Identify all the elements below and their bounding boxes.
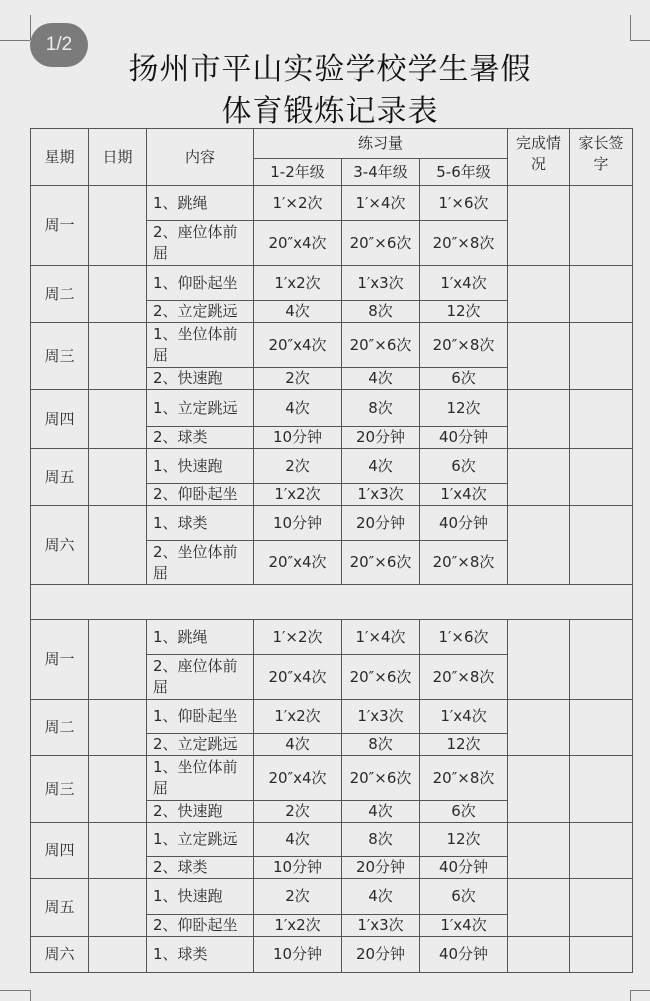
exercise-amount: 1′×4次 [342, 620, 420, 655]
exercise-amount: 2次 [254, 368, 342, 390]
completion-cell[interactable] [508, 449, 570, 506]
date-cell[interactable] [89, 186, 147, 266]
exercise-amount: 2次 [254, 879, 342, 915]
exercise-amount: 1′x2次 [254, 484, 342, 506]
date-cell[interactable] [89, 390, 147, 449]
weekday-cell: 周三 [31, 323, 89, 390]
header-date: 日期 [89, 129, 147, 186]
completion-cell[interactable] [508, 390, 570, 449]
header-grade-3-4: 3-4年级 [342, 159, 420, 186]
exercise-amount: 1′x4次 [420, 700, 508, 734]
crop-mark [0, 990, 31, 1001]
exercise-amount: 20″×6次 [342, 541, 420, 585]
weekday-cell: 周四 [31, 390, 89, 449]
date-cell[interactable] [89, 823, 147, 879]
exercise-name: 1、立定跳远 [147, 390, 254, 427]
crop-mark [630, 990, 650, 1001]
exercise-amount: 12次 [420, 301, 508, 323]
parent-signature-cell[interactable] [570, 937, 633, 973]
exercise-amount: 20分钟 [342, 857, 420, 879]
parent-signature-cell[interactable] [570, 323, 633, 390]
exercise-amount: 1′x3次 [342, 915, 420, 937]
exercise-name: 1、立定跳远 [147, 823, 254, 857]
exercise-amount: 12次 [420, 734, 508, 756]
completion-cell[interactable] [508, 756, 570, 823]
table-row [31, 390, 633, 427]
header-grade-5-6: 5-6年级 [420, 159, 508, 186]
exercise-amount: 10分钟 [254, 506, 342, 541]
table-row [31, 506, 633, 541]
weekday-cell: 周三 [31, 756, 89, 823]
exercise-amount: 20″×6次 [342, 323, 420, 368]
exercise-amount: 1′x4次 [420, 484, 508, 506]
exercise-name: 2、立定跳远 [147, 734, 254, 756]
exercise-name: 2、座位体前屈 [147, 221, 254, 266]
exercise-name: 2、球类 [147, 427, 254, 449]
exercise-amount: 6次 [420, 368, 508, 390]
exercise-amount: 1′x2次 [254, 915, 342, 937]
date-cell[interactable] [89, 449, 147, 506]
parent-signature-cell[interactable] [570, 449, 633, 506]
parent-signature-cell[interactable] [570, 700, 633, 756]
exercise-amount: 40分钟 [420, 857, 508, 879]
page-indicator-badge: 1/2 [30, 23, 88, 67]
weekday-cell: 周六 [31, 937, 89, 973]
exercise-amount: 20″×8次 [420, 756, 508, 801]
exercise-name: 1、仰卧起坐 [147, 700, 254, 734]
date-cell[interactable] [89, 937, 147, 973]
exercise-name: 2、仰卧起坐 [147, 484, 254, 506]
exercise-amount: 4次 [342, 801, 420, 823]
exercise-amount: 6次 [420, 449, 508, 484]
exercise-name: 2、快速跑 [147, 801, 254, 823]
exercise-name: 1、坐位体前屈 [147, 756, 254, 801]
parent-signature-cell[interactable] [570, 266, 633, 323]
completion-cell[interactable] [508, 620, 570, 700]
exercise-amount: 12次 [420, 823, 508, 857]
exercise-amount: 1′x2次 [254, 266, 342, 301]
exercise-amount: 8次 [342, 390, 420, 427]
exercise-amount: 20″×8次 [420, 655, 508, 700]
document-title-line2: 体育锻炼记录表 [221, 94, 439, 129]
exercise-amount: 20分钟 [342, 937, 420, 973]
weekday-cell: 周五 [31, 879, 89, 937]
exercise-amount: 8次 [342, 301, 420, 323]
date-cell[interactable] [89, 756, 147, 823]
exercise-amount: 6次 [420, 801, 508, 823]
exercise-amount: 1′x3次 [342, 700, 420, 734]
exercise-amount: 1′×4次 [342, 186, 420, 221]
table-row [31, 323, 633, 368]
date-cell[interactable] [89, 266, 147, 323]
exercise-amount: 4次 [254, 301, 342, 323]
date-cell[interactable] [89, 620, 147, 700]
exercise-amount: 20″x4次 [254, 655, 342, 700]
exercise-name: 2、立定跳远 [147, 301, 254, 323]
exercise-name: 2、座位体前屈 [147, 655, 254, 700]
exercise-name: 2、坐位体前屈 [147, 541, 254, 585]
exercise-name: 1、快速跑 [147, 879, 254, 915]
exercise-amount: 6次 [420, 879, 508, 915]
exercise-name: 1、仰卧起坐 [147, 266, 254, 301]
weekday-cell: 周一 [31, 186, 89, 266]
table-row [31, 937, 633, 973]
exercise-amount: 1′×6次 [420, 186, 508, 221]
table-row [31, 823, 633, 857]
weekday-cell: 周一 [31, 620, 89, 700]
date-cell[interactable] [89, 879, 147, 937]
exercise-amount: 8次 [342, 823, 420, 857]
exercise-name: 1、球类 [147, 937, 254, 973]
exercise-amount: 20″×8次 [420, 541, 508, 585]
completion-cell[interactable] [508, 186, 570, 266]
exercise-amount: 20″x4次 [254, 323, 342, 368]
parent-signature-cell[interactable] [570, 506, 633, 585]
exercise-amount: 20″×6次 [342, 756, 420, 801]
table-row [31, 879, 633, 915]
weekday-cell: 周二 [31, 700, 89, 756]
weekday-cell: 周六 [31, 506, 89, 585]
date-cell[interactable] [89, 506, 147, 585]
exercise-amount: 10分钟 [254, 857, 342, 879]
exercise-amount: 20″×8次 [420, 323, 508, 368]
exercise-name: 2、球类 [147, 857, 254, 879]
weekday-cell: 周四 [31, 823, 89, 879]
separator-cell [31, 585, 633, 620]
exercise-amount: 8次 [342, 734, 420, 756]
exercise-amount: 1′×6次 [420, 620, 508, 655]
exercise-amount: 1′×2次 [254, 620, 342, 655]
exercise-amount: 4次 [254, 823, 342, 857]
separator-row [31, 585, 633, 620]
exercise-amount: 40分钟 [420, 937, 508, 973]
completion-cell[interactable] [508, 879, 570, 937]
exercise-amount: 2次 [254, 801, 342, 823]
completion-cell[interactable] [508, 323, 570, 390]
exercise-amount: 4次 [254, 734, 342, 756]
completion-cell[interactable] [508, 266, 570, 323]
exercise-amount: 20″x4次 [254, 756, 342, 801]
exercise-name: 2、仰卧起坐 [147, 915, 254, 937]
exercise-amount: 20分钟 [342, 427, 420, 449]
exercise-amount: 40分钟 [420, 427, 508, 449]
completion-cell[interactable] [508, 700, 570, 756]
exercise-amount: 20″×8次 [420, 221, 508, 266]
exercise-amount: 20″x4次 [254, 221, 342, 266]
table-row [31, 700, 633, 734]
exercise-amount: 1′x3次 [342, 484, 420, 506]
parent-signature-cell[interactable] [570, 186, 633, 266]
exercise-record-table [30, 128, 633, 973]
exercise-amount: 1′x2次 [254, 700, 342, 734]
exercise-name: 1、球类 [147, 506, 254, 541]
exercise-name: 1、快速跑 [147, 449, 254, 484]
crop-mark [630, 15, 650, 41]
exercise-name: 1、跳绳 [147, 620, 254, 655]
table-row [31, 449, 633, 484]
parent-signature-cell[interactable] [570, 756, 633, 823]
date-cell[interactable] [89, 323, 147, 390]
table-row [31, 186, 633, 221]
exercise-name: 1、坐位体前屈 [147, 323, 254, 368]
header-done: 完成情况 [508, 129, 570, 186]
exercise-amount: 40分钟 [420, 506, 508, 541]
crop-mark [0, 40, 30, 41]
exercise-amount: 1′×2次 [254, 186, 342, 221]
header-content: 内容 [147, 129, 254, 186]
exercise-amount: 10分钟 [254, 937, 342, 973]
weekday-cell: 周二 [31, 266, 89, 323]
completion-cell[interactable] [508, 937, 570, 973]
exercise-amount: 20″×6次 [342, 221, 420, 266]
parent-signature-cell[interactable] [570, 620, 633, 700]
exercise-amount: 4次 [342, 449, 420, 484]
exercise-amount: 20″×6次 [342, 655, 420, 700]
header-sign: 家长签字 [570, 129, 633, 186]
document-title-line1: 扬州市平山实验学校学生暑假 [128, 52, 532, 87]
exercise-amount: 2次 [254, 449, 342, 484]
parent-signature-cell[interactable] [570, 390, 633, 449]
exercise-amount: 1′x4次 [420, 915, 508, 937]
exercise-amount: 1′x4次 [420, 266, 508, 301]
date-cell[interactable] [89, 700, 147, 756]
exercise-amount: 20分钟 [342, 506, 420, 541]
parent-signature-cell[interactable] [570, 823, 633, 879]
completion-cell[interactable] [508, 823, 570, 879]
completion-cell[interactable] [508, 506, 570, 585]
exercise-amount: 4次 [342, 368, 420, 390]
header-amount: 练习量 [254, 129, 508, 159]
exercise-amount: 1′x3次 [342, 266, 420, 301]
weekday-cell: 周五 [31, 449, 89, 506]
header-grade-1-2: 1-2年级 [254, 159, 342, 186]
exercise-amount: 4次 [342, 879, 420, 915]
exercise-amount: 4次 [254, 390, 342, 427]
table-row [31, 620, 633, 655]
exercise-amount: 10分钟 [254, 427, 342, 449]
header-weekday: 星期 [31, 129, 89, 186]
table-row [31, 266, 633, 301]
exercise-name: 1、跳绳 [147, 186, 254, 221]
exercise-amount: 20″x4次 [254, 541, 342, 585]
table-row [31, 756, 633, 801]
exercise-amount: 12次 [420, 390, 508, 427]
exercise-name: 2、快速跑 [147, 368, 254, 390]
parent-signature-cell[interactable] [570, 879, 633, 937]
